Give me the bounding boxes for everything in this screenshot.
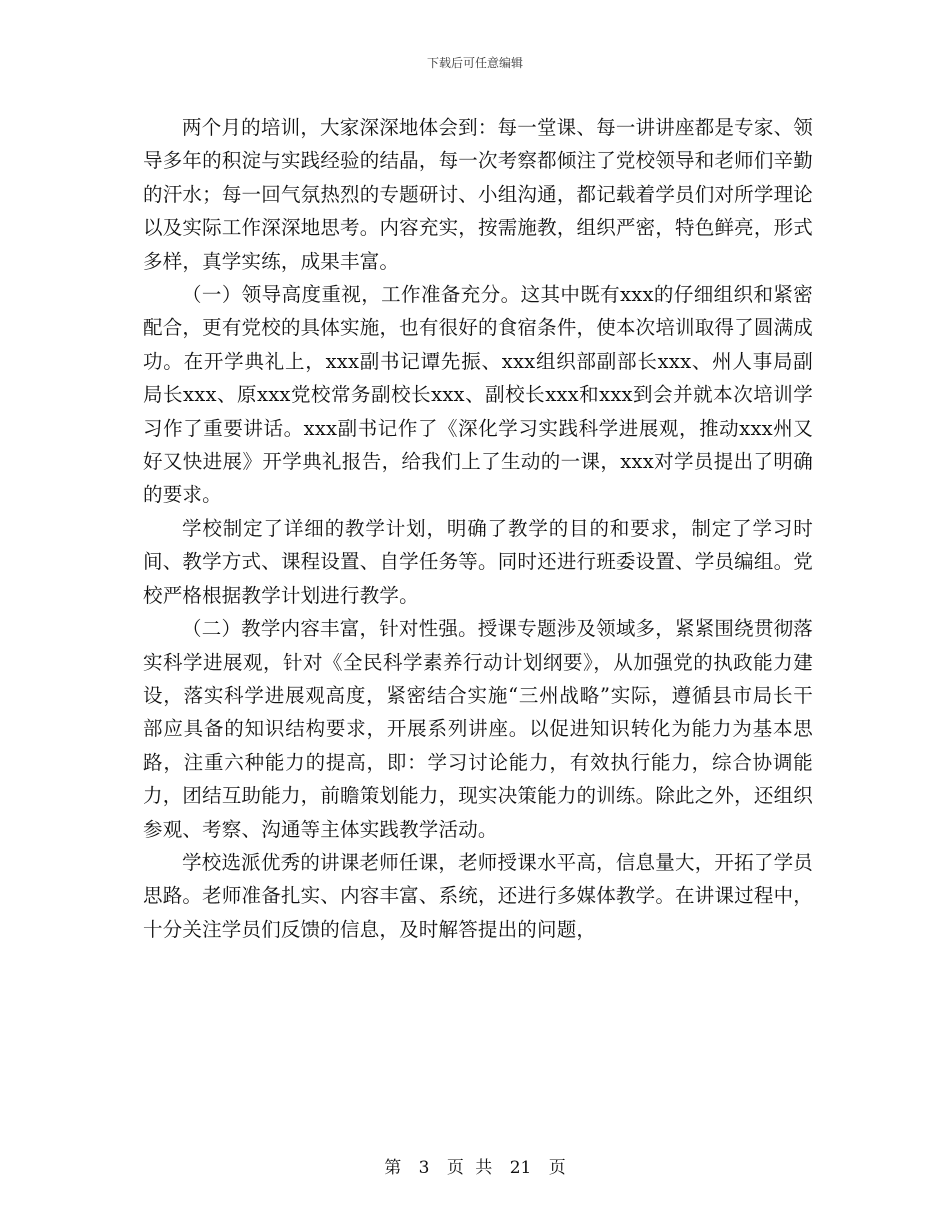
page-footer xyxy=(0,1153,950,1178)
paragraph-2: （一）领导高度重视，工作准备充分。这其中既有xxx的仔细组织和紧密配合，更有党校的具体实施，也有很好的食宿条件，使本次培训取得了圆满成功。在开学典礼上，xxx副书记谭先振、xxx组织部副部长xxx、州人事局副局长xxx、原xxx党校常务副校长xxx、副校长xxx和xxx到会并就本次培训学习作了重要讲话。xxx副书记作了《深化学习实践科学进展观，推动xxx州又好又快进展》开学典礼报告，给我们上了生动的一课，xxx对学员提出了明确的要求。 xyxy=(143,283,813,507)
paragraph-4: （二）教学内容丰富，针对性强。授课专题涉及领域多，紧紧围绕贯彻落实科学进展观，针对《全民科学素养行动计划纲要》，从加强党的执政能力建设，落实科学进展观高度，紧密结合实施“三州战略”实际，遵循县市局长干部应具备的知识结构要求，开展系列讲座。以促进知识转化为能力为基本思路，注重六种能力的提高，即：学习讨论能力，有效执行能力，综合协调能力，团结互助能力，前瞻策划能力，现实决策能力的训练。除此之外，还组织参观、考察、沟通等主体实践教学活动。 xyxy=(143,617,813,841)
paragraph-1: 两个月的培训，大家深深地体会到：每一堂课、每一讲讲座都是专家、领导多年的积淀与实践经验的结晶，每一次考察都倾注了党校领导和老师们辛勤的汗水；每一回气氛热烈的专题研讨、小组沟通，都记载着学员们对所学理论以及实际工作深深地思考。内容充实，按需施教，组织严密，特色鲜亮，形式多样，真学实练，成果丰富。 xyxy=(143,116,813,273)
paragraph-3: 学校制定了详细的教学计划，明确了教学的目的和要求，制定了学习时间、教学方式、课程设置、自学任务等。同时还进行班委设置、学员编组。党校严格根据教学计划进行教学。 xyxy=(143,516,813,607)
body-text xyxy=(143,111,813,946)
footer-suffix: 页 xyxy=(548,1158,566,1178)
footer-middle: 页 共 xyxy=(446,1158,493,1178)
header-note: 下载后可任意编辑 xyxy=(426,56,523,70)
footer-current-page: 3 xyxy=(418,1158,430,1178)
paragraph-5: 学校选派优秀的讲课老师任课，老师授课水平高，信息量大，开拓了学员思路。老师准备扎实、内容丰富、系统，还进行多媒体教学。在讲课过程中，十分关注学员们反馈的信息，及时解答提出的问题， xyxy=(143,850,813,941)
footer-total-pages: 21 xyxy=(509,1158,532,1178)
footer-prefix: 第 xyxy=(384,1158,402,1178)
